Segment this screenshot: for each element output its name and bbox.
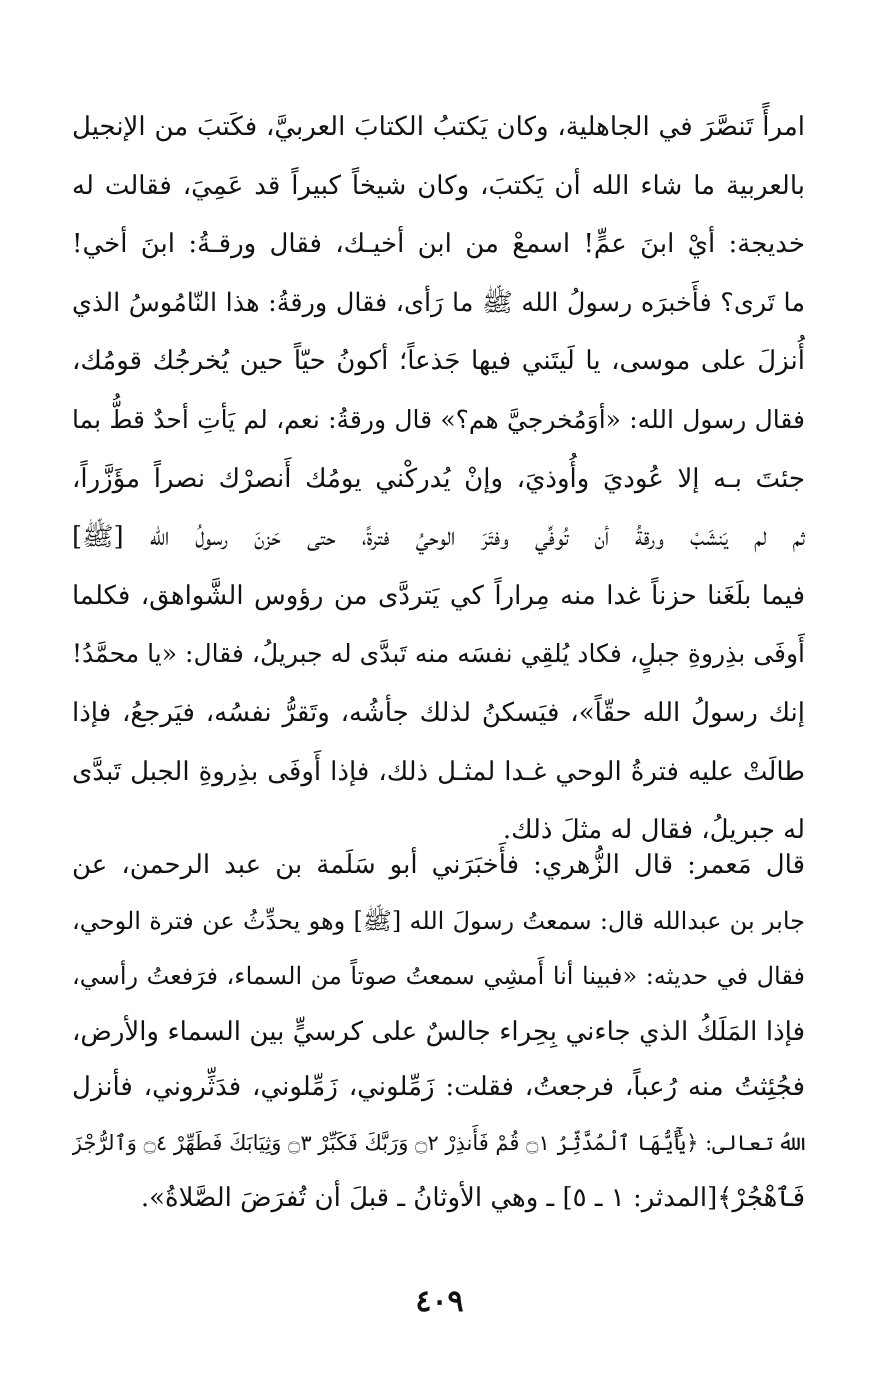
text-line: فإذا المَلَكُ الذي جاءني بِحِراء جالسٌ على كرسيٍّ بين السماء والأرض، xyxy=(72,1016,805,1047)
text-line: بالعربية ما شاء الله أن يَكتبَ، وكان شيخاً كبيراً قد عَمِيَ، فقالت له xyxy=(72,170,805,201)
text-line: جابر بن عبدالله قال: سمعتُ رسولَ الله [ﷺ] وهو يحدِّثُ عن فترة الوحي، xyxy=(72,906,805,935)
quran-verse-line: اللهُ تعالى: ﴿يَٰٓأَيُّهَا ٱلْمُدَّثِّرُ ۝١ قُمْ فَأَنذِرْ ۝٢ وَرَبَّكَ فَكَبِّرْ ۝٣ وَثِيَابَكَ فَطَهِّرْ ۝٤ وَٱلرُّجْزَ xyxy=(72,1130,805,1155)
text-line: جئتَ بـه إلا عُوديَ وأُوذيَ، وإنْ يُدركْني يومُك أَنصرْك نصراً مؤَزَّراً، xyxy=(72,463,805,494)
text-line: خديجة: أيْ ابنَ عمٍّ! اسمعْ من ابن أخيـك، فقال ورقـةُ: ابنَ أخي! xyxy=(72,229,805,260)
text-line: فيما بلَغَنا حزناً غدا منه مِراراً كي يَتردَّى من رؤوس الشَّواهق، فكلما xyxy=(72,580,805,611)
paragraph-2 xyxy=(72,838,805,1227)
text-line: فجُئِثتُ منه رُعباً، فرجعتُ، فقلت: زَمِّلوني، زَمِّلوني، فدَثِّروني، فأنزل xyxy=(72,1072,805,1102)
text-line: طالَتْ عليه فترةُ الوحي غـدا لمثـل ذلك، فإذا أَوفَى بذِروةِ الجبل تَبدَّى xyxy=(72,756,805,787)
text-line: أَوفَى بذِروةِ جبلٍ، فكاد يُلقِي نفسَه منه تَبدَّى له جبريلُ، فقال: «يا محمَّدُ! xyxy=(72,639,805,669)
text-line: فَٱهْجُرْ﴾[المدثر: ١ ـ ٥] ـ وهي الأوثانُ ـ قبلَ أن تُفرَضَ الصَّلاةُ». xyxy=(140,1183,805,1213)
text-line: ثم لم يَنشَبْ ورقةُ أن تُوفِّي وفتَرَ الوحيُ فترةً، حتى حَزنَ رسولُ الله [ﷺ] xyxy=(72,522,805,553)
paragraph-1 xyxy=(72,98,805,860)
text-line: ما تَرى؟ فأَخبرَه رسولُ الله ﷺ ما رَأى، فقال ورقةُ: هذا النّامُوسُ الذي xyxy=(72,287,805,318)
text-line: فقال رسول الله: «أوَمُخرجيَّ هم؟» قال ورقةُ: نعم، لم يَأتِ أحدٌ قطُّ بما xyxy=(72,404,805,434)
text-line: إنك رسولُ الله حقّاً»، فيَسكنُ لذلك جأشُه، وتَقرُّ نفسُه، فيَرجعُ، فإذا xyxy=(72,697,805,728)
text-line: له جبريلُ، فقال له مثلَ ذلك. xyxy=(502,815,805,846)
text-line: أُنزلَ على موسى، يا لَيتَني فيها جَذعاً؛ أكونُ حيّاً حين يُخرجُك قومُك، xyxy=(72,346,805,377)
text-line: فقال في حديثه: «فبينا أنا أَمشِي سمعتُ صوتاً من السماء، فرَفعتُ رأسي، xyxy=(72,962,805,990)
page-number: ٤٠٩ xyxy=(415,1284,464,1319)
text-line: امرأً تَنصَّرَ في الجاهلية، وكان يَكتبُ الكتابَ العربيَّ، فكَتبَ من الإنجيل xyxy=(72,112,805,142)
text-line: قال مَعمر: قال الزُّهري: فأَخبَرَني أبو سَلَمة بن عبد الرحمن، عن xyxy=(72,850,805,880)
